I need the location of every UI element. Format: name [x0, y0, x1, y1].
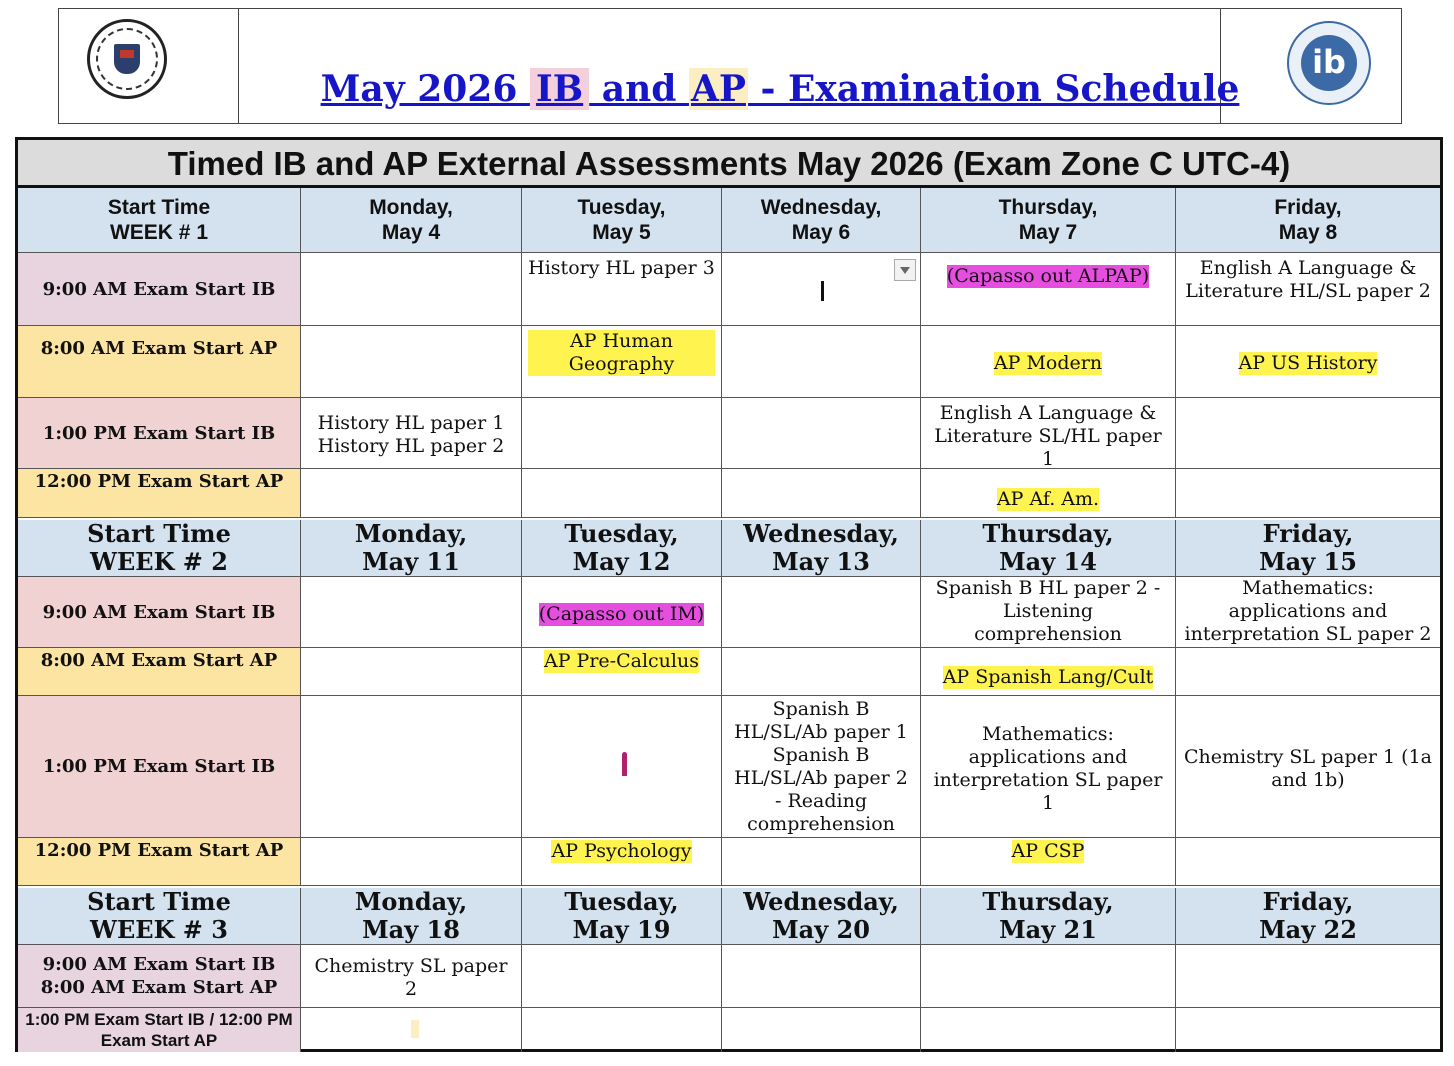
table-cell[interactable]: AP Modern — [921, 326, 1176, 398]
table-cell[interactable] — [301, 1008, 522, 1052]
table-cell[interactable] — [522, 398, 722, 469]
table-cell[interactable] — [722, 469, 921, 518]
table-cell[interactable]: Chemistry SL paper 1 (1a and 1b) — [1176, 696, 1440, 838]
table-cell[interactable]: (Capasso out IM) — [522, 577, 722, 648]
week-2-start-time-header: Start Time WEEK # 2 — [18, 520, 301, 577]
table-cell[interactable] — [522, 696, 722, 838]
week-1-start-time-header: Start Time WEEK # 1 — [18, 188, 301, 253]
school-crest-icon — [87, 19, 167, 99]
table-cell[interactable] — [301, 648, 522, 696]
table-cell[interactable]: AP Af. Am. — [921, 469, 1176, 518]
dropdown-arrow-icon[interactable] — [894, 259, 916, 281]
table-band-title: Timed IB and AP External Assessments May 2026 (Exam Zone C UTC-4) — [18, 140, 1440, 188]
week-3-day-wednesday: Wednesday, May 20 — [722, 888, 921, 945]
table-cell[interactable] — [722, 577, 921, 648]
table-cell[interactable] — [722, 1008, 921, 1052]
week-3-day-monday: Monday, May 18 — [301, 888, 522, 945]
table-cell[interactable]: Spanish B HL/SL/Ab paper 1 Spanish B HL/SL/Ab paper 2 - Reading comprehension — [722, 696, 921, 838]
week-3-day-thursday: Thursday, May 21 — [921, 888, 1176, 945]
row-label: 1:00 PM Exam Start IB — [18, 398, 301, 469]
week-1-day-monday: Monday, May 4 — [301, 188, 522, 253]
table-cell[interactable]: AP Spanish Lang/Cult — [921, 648, 1176, 696]
table-cell[interactable] — [722, 945, 921, 1008]
table-cell[interactable] — [522, 945, 722, 1008]
table-cell[interactable] — [921, 1008, 1176, 1052]
table-cell[interactable] — [301, 326, 522, 398]
title-ap: AP — [690, 68, 746, 110]
table-cell[interactable]: Chemistry SL paper 2 — [301, 945, 522, 1008]
title-mid: and — [589, 68, 689, 110]
row-label: 8:00 AM Exam Start AP — [18, 648, 301, 696]
week-1-day-wednesday: Wednesday, May 6 — [722, 188, 921, 253]
table-cell[interactable] — [1176, 1008, 1440, 1052]
table-cell[interactable] — [921, 945, 1176, 1008]
table-cell[interactable] — [522, 469, 722, 518]
week-2-day-thursday: Thursday, May 14 — [921, 520, 1176, 577]
week-2-day-friday: Friday, May 15 — [1176, 520, 1440, 577]
row-label: 1:00 PM Exam Start IB — [18, 696, 301, 838]
ib-world-school-icon: ib — [1287, 21, 1371, 105]
table-cell[interactable] — [301, 469, 522, 518]
table-cell[interactable]: Mathematics: applications and interpretation SL paper 1 — [921, 696, 1176, 838]
table-cell[interactable]: AP CSP — [921, 838, 1176, 886]
week-3-day-friday: Friday, May 22 — [1176, 888, 1440, 945]
row-label: 12:00 PM Exam Start AP — [18, 838, 301, 886]
row-label: 9:00 AM Exam Start IB — [18, 253, 301, 326]
table-cell[interactable]: English A Language & Literature SL/HL paper 1 — [921, 398, 1176, 469]
table-cell[interactable] — [722, 838, 921, 886]
page-title[interactable] — [300, 68, 1260, 110]
row-label: 9:00 AM Exam Start IB — [18, 577, 301, 648]
title-prefix: May 2026 — [320, 68, 530, 110]
table-cell[interactable] — [722, 253, 921, 326]
table-cell[interactable] — [722, 398, 921, 469]
table-cell[interactable]: (Capasso out ALPAP) — [921, 253, 1176, 326]
table-cell[interactable] — [301, 577, 522, 648]
table-cell[interactable] — [522, 1008, 722, 1052]
row-label: 9:00 AM Exam Start IB 8:00 AM Exam Start AP — [18, 945, 301, 1008]
week-3-day-tuesday: Tuesday, May 19 — [522, 888, 722, 945]
table-cell[interactable] — [722, 648, 921, 696]
table-cell[interactable]: AP Human Geography — [522, 326, 722, 398]
table-cell[interactable] — [301, 253, 522, 326]
table-cell[interactable] — [301, 838, 522, 886]
week-2-day-monday: Monday, May 11 — [301, 520, 522, 577]
week-3-start-time-header: Start Time WEEK # 3 — [18, 888, 301, 945]
title-suffix: - Examination Schedule — [747, 68, 1240, 110]
logo-cell — [59, 9, 239, 123]
week-1-day-tuesday: Tuesday, May 5 — [522, 188, 722, 253]
table-cell[interactable] — [1176, 648, 1440, 696]
table-cell[interactable] — [1176, 469, 1440, 518]
table-cell[interactable]: History HL paper 3 — [522, 253, 722, 326]
table-cell[interactable] — [1176, 398, 1440, 469]
table-cell[interactable]: Mathematics: applications and interpretation SL paper 2 — [1176, 577, 1440, 648]
table-cell[interactable] — [722, 326, 921, 398]
title-ib: IB — [530, 68, 589, 110]
table-cell[interactable] — [1176, 945, 1440, 1008]
week-1-day-friday: Friday, May 8 — [1176, 188, 1440, 253]
table-cell[interactable]: Spanish B HL paper 2 - Listening comprehension — [921, 577, 1176, 648]
exam-schedule-table — [15, 137, 1443, 1052]
row-label: 8:00 AM Exam Start AP — [18, 326, 301, 398]
comment-marker-icon[interactable] — [622, 752, 627, 776]
row-label: 1:00 PM Exam Start IB / 12:00 PM Exam Start AP — [18, 1008, 301, 1052]
table-cell[interactable]: AP US History — [1176, 326, 1440, 398]
table-cell[interactable] — [1176, 838, 1440, 886]
week-2-day-tuesday: Tuesday, May 12 — [522, 520, 722, 577]
table-cell[interactable]: AP Psychology — [522, 838, 722, 886]
table-cell[interactable]: History HL paper 1 History HL paper 2 — [301, 398, 522, 469]
highlight-mark — [411, 1020, 419, 1038]
text-cursor-icon — [821, 281, 824, 301]
table-cell[interactable] — [301, 696, 522, 838]
table-cell[interactable]: English A Language & Literature HL/SL paper 2 — [1176, 253, 1440, 326]
week-1-day-thursday: Thursday, May 7 — [921, 188, 1176, 253]
table-cell[interactable]: AP Pre-Calculus — [522, 648, 722, 696]
row-label: 12:00 PM Exam Start AP — [18, 469, 301, 518]
week-2-day-wednesday: Wednesday, May 13 — [722, 520, 921, 577]
